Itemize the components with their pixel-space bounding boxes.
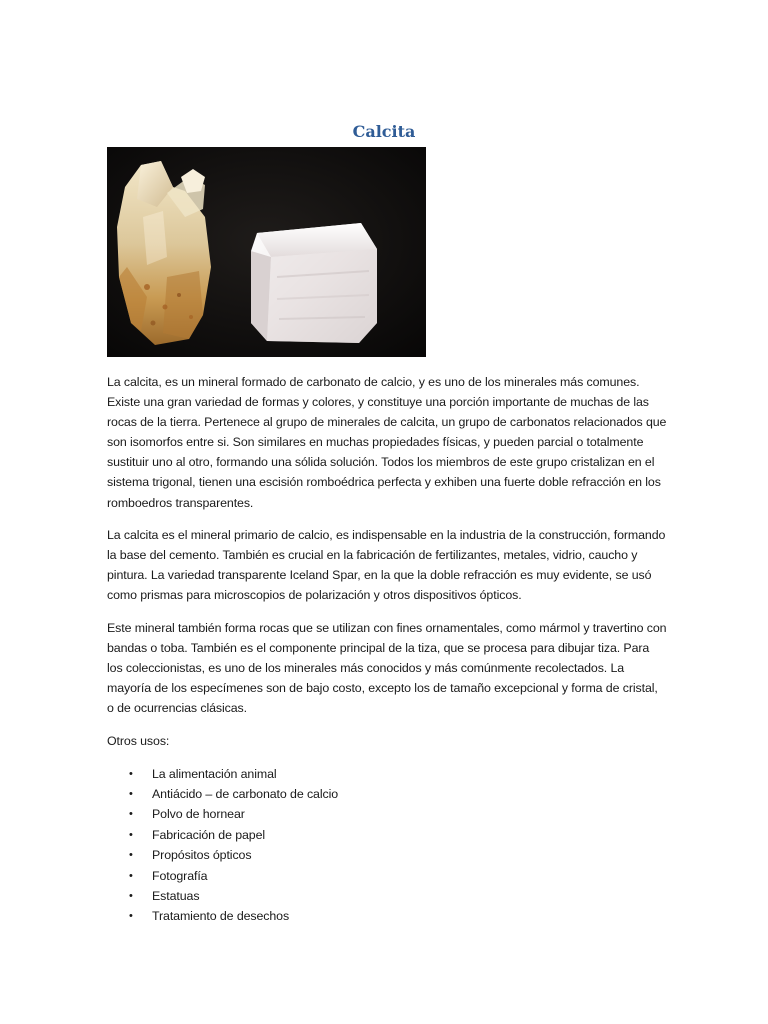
bullet-icon: • bbox=[129, 869, 133, 882]
list-item bbox=[107, 825, 667, 845]
list-item bbox=[107, 764, 667, 784]
paragraph-ornamental: Este mineral también forma rocas que se utilizan con fines ornamentales, como mármol y travertino con bandas o toba. También es el componente principal de la tiza, que se procesa para dibujar tiza. Para los coleccionistas, es uno de los minerales más conocidos y más comúnmente recolectados. La mayoría de los especímenes son de bajo costo, excepto los de tamaño excepcional y forma de cristal, o de ocurrencias clásicas. bbox=[107, 621, 667, 716]
list-item-text: Tratamiento de desechos bbox=[152, 909, 290, 924]
document-body bbox=[107, 372, 667, 927]
right-crystal bbox=[251, 223, 377, 343]
bullet-icon: • bbox=[129, 767, 133, 780]
bullet-icon: • bbox=[129, 910, 133, 923]
bullet-icon: • bbox=[129, 889, 133, 902]
other-uses-list bbox=[107, 764, 667, 927]
paragraph-intro: La calcita, es un mineral formado de carbonato de calcio, y es uno de los minerales más comunes. Existe una gran variedad de formas y colores, y constituye una porción importante de muchas de las rocas de la tierra. Pertenece al grupo de minerales de calcita, un grupo de carbonatos relacionados que son isomorfos entre si. Son similares en muchas propiedades físicas, y pueden parcial o totalmente sustituir uno al otro, formando una sólida solución. Todos los miembros de este grupo cristalizan en el sistema trigonal, tienen una escisión romboédrica perfecta y exhiben una fuerte doble refracción en los romboedros transparentes. bbox=[107, 375, 667, 510]
paragraph-uses-industry: La calcita es el mineral primario de calcio, es indispensable en la industria de la construcción, formando la base del cemento. También es crucial en la fabricación de fertilizantes, metales, vidrio, caucho y pintura. La variedad transparente Iceland Spar, en la que la doble refracción es muy evidente, se usó como prismas para microscopios de polarización y otros dispositivos ópticos. bbox=[107, 528, 666, 603]
page-title: Calcita bbox=[352, 122, 416, 141]
bullet-icon: • bbox=[129, 828, 133, 841]
bullet-icon: • bbox=[129, 808, 133, 821]
list-item-text: Fotografía bbox=[152, 868, 208, 883]
list-item-text: Polvo de hornear bbox=[152, 807, 245, 822]
list-item bbox=[107, 804, 667, 824]
list-item-text: Fabricación de papel bbox=[152, 827, 266, 842]
left-crystal bbox=[117, 161, 211, 345]
list-item-text: Antiácido – de carbonato de calcio bbox=[152, 786, 339, 801]
list-item-text: Estatuas bbox=[152, 888, 200, 903]
bullet-icon: • bbox=[129, 787, 133, 800]
list-item bbox=[107, 886, 667, 906]
calcite-photo bbox=[107, 147, 426, 357]
list-item bbox=[107, 784, 667, 804]
calcite-specimens-image bbox=[107, 147, 426, 357]
list-item-text: Propósitos ópticos bbox=[152, 848, 252, 863]
list-item-text: La alimentación animal bbox=[152, 766, 277, 781]
other-uses-heading: Otros usos: bbox=[107, 734, 170, 748]
list-item bbox=[107, 845, 667, 865]
list-item bbox=[107, 906, 667, 926]
bullet-icon: • bbox=[129, 849, 133, 862]
list-item bbox=[107, 866, 667, 886]
